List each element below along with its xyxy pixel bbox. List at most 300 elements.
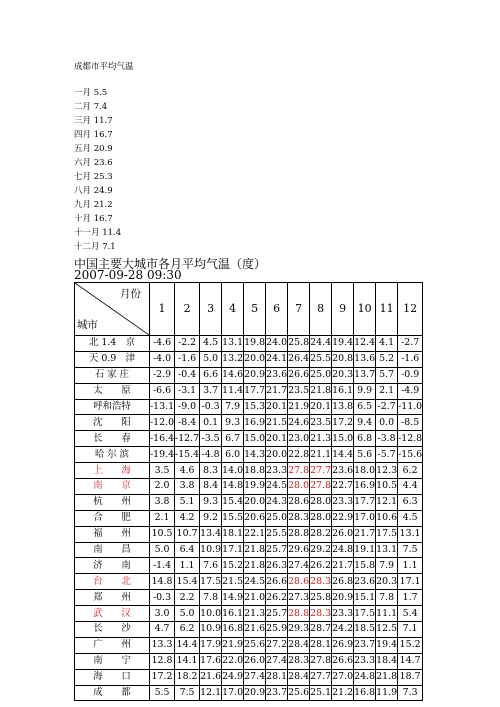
temperature-cell: 1.7 <box>398 590 423 606</box>
temperature-cell: 24.8 <box>354 669 376 685</box>
city-cell <box>75 367 150 383</box>
temperature-cell: 20.0 <box>244 351 266 367</box>
temperature-cell: 21.7 <box>332 558 354 574</box>
temperature-cell: 28.4 <box>288 669 310 685</box>
table-row <box>75 367 423 383</box>
temperature-cell: 23.3 <box>266 463 288 479</box>
temperature-cell: 6.6 <box>200 367 222 383</box>
temperature-cell: 17.9 <box>200 637 222 653</box>
temperature-cell: 13.8 <box>332 399 354 415</box>
temperature-cell: 5.5 <box>150 685 175 701</box>
temperature-cell: 17.2 <box>150 669 175 685</box>
temperature-cell: 20.1 <box>266 431 288 447</box>
temperature-cell: 8.3 <box>200 463 222 479</box>
temperature-cell: 14.0 <box>222 463 244 479</box>
temperature-cell: 5.0 <box>150 542 175 558</box>
temperature-cell: 24.5 <box>266 479 288 495</box>
temperature-cell: 21.8 <box>376 669 398 685</box>
temperature-cell: 26.8 <box>332 574 354 590</box>
table-row <box>75 415 423 431</box>
temperature-cell: 6.4 <box>175 542 200 558</box>
month-item: 六月 23.6 <box>74 158 113 168</box>
temperature-cell: 24.5 <box>244 574 266 590</box>
temperature-cell: 14.9 <box>222 590 244 606</box>
temperature-cell: 24.9 <box>222 669 244 685</box>
city-name: 福 州 <box>93 528 131 540</box>
city-name: 哈 尔 滨 <box>94 448 130 460</box>
temperature-cell: -8.5 <box>398 415 423 431</box>
temperature-cell: -3.8 <box>376 431 398 447</box>
temperature-cell: -11.0 <box>398 399 423 415</box>
temperature-cell: 12.4 <box>354 336 376 352</box>
temperature-cell: 5.6 <box>354 447 376 463</box>
temperature-cell: 23.3 <box>332 606 354 622</box>
temperature-cell: -3.1 <box>175 383 200 399</box>
temperature-cell: 21.7 <box>266 383 288 399</box>
temperature-cell: 19.9 <box>244 479 266 495</box>
city-name: 南 京 <box>93 480 131 492</box>
city-name: 广 州 <box>93 639 131 651</box>
temperature-cell: 20.8 <box>332 351 354 367</box>
table-row <box>75 431 423 447</box>
temperature-cell: 4.5 <box>398 510 423 526</box>
temperature-cell: 4.7 <box>150 622 175 638</box>
temperature-cell: 23.3 <box>354 653 376 669</box>
temperature-cell: 21.7 <box>354 526 376 542</box>
temperature-cell: 15.3 <box>244 399 266 415</box>
temperature-cell: -0.4 <box>175 367 200 383</box>
temperature-cell: 21.6 <box>244 622 266 638</box>
temperature-cell: -2.7 <box>398 336 423 352</box>
temperature-cell: 25.8 <box>310 590 332 606</box>
temperature-cell: 13.1 <box>376 542 398 558</box>
city-cell <box>75 542 150 558</box>
temperature-cell: 10.7 <box>175 526 200 542</box>
city-name: 台 北 <box>93 575 131 587</box>
temperature-cell: 28.3 <box>288 510 310 526</box>
city-name: 北 1.4 京 <box>88 337 135 349</box>
month-item: 九月 21.2 <box>74 200 113 210</box>
temperature-cell: 20.3 <box>376 574 398 590</box>
temperature-cell: 14.4 <box>332 447 354 463</box>
table-row <box>75 574 423 590</box>
temperature-cell: 23.5 <box>310 415 332 431</box>
temperature-cell: 28.0 <box>310 510 332 526</box>
temperature-cell: 22.7 <box>332 479 354 495</box>
temperature-cell: 20.1 <box>310 399 332 415</box>
temperature-cell: 24.2 <box>332 622 354 638</box>
temperature-cell: 27.7 <box>310 669 332 685</box>
temperature-cell: 16.1 <box>332 383 354 399</box>
temperature-cell: -5.7 <box>376 447 398 463</box>
temperature-cell: 4.6 <box>175 463 200 479</box>
temperature-cell: 7.3 <box>398 685 423 701</box>
temperature-cell: 26.0 <box>244 653 266 669</box>
temperature-cell: 2.1 <box>376 383 398 399</box>
temperature-cell: 13.1 <box>222 336 244 352</box>
temperature-cell: 12.8 <box>150 653 175 669</box>
temperature-cell: 19.8 <box>244 336 266 352</box>
table-row <box>75 479 423 495</box>
table-row <box>75 383 423 399</box>
temperature-cell: 3.7 <box>200 383 222 399</box>
temperature-cell: 21.8 <box>244 558 266 574</box>
city-name: 杭 州 <box>93 496 131 508</box>
temperature-cell: 13.7 <box>354 367 376 383</box>
temperature-cell: 20.3 <box>332 367 354 383</box>
temperature-cell: 25.7 <box>266 606 288 622</box>
city-name: 长 春 <box>93 432 131 444</box>
temperature-cell: 13.2 <box>222 351 244 367</box>
temperature-cell: 18.7 <box>398 669 423 685</box>
temperature-cell: 28.3 <box>288 653 310 669</box>
header-month-cell: 10 <box>354 283 376 336</box>
temperature-cell: 18.5 <box>354 622 376 638</box>
temperature-cell: 7.8 <box>200 590 222 606</box>
temperature-cell: -15.4 <box>175 447 200 463</box>
month-item: 十一月 11.4 <box>74 228 122 238</box>
temperature-cell: 0.1 <box>200 415 222 431</box>
table-row <box>75 653 423 669</box>
city-name: 济 南 <box>93 559 131 571</box>
temperature-cell: 25.0 <box>266 510 288 526</box>
temperature-cell: 24.6 <box>288 415 310 431</box>
temperature-cell: 21.9 <box>288 399 310 415</box>
city-name: 上 海 <box>93 464 131 476</box>
temperature-cell: -15.6 <box>398 447 423 463</box>
temperature-cell: 17.6 <box>200 653 222 669</box>
temperature-cell: 9.4 <box>354 415 376 431</box>
temperature-cell: 5.4 <box>398 606 423 622</box>
temperature-cell: 10.5 <box>150 526 175 542</box>
temperature-cell: 17.2 <box>332 415 354 431</box>
city-cell <box>75 637 150 653</box>
temperature-cell: 14.8 <box>150 574 175 590</box>
temperature-cell: -1.6 <box>175 351 200 367</box>
city-name: 太 原 <box>93 385 131 397</box>
table-row <box>75 590 423 606</box>
city-cell <box>75 653 150 669</box>
temperature-cell: 21.3 <box>310 431 332 447</box>
city-cell <box>75 336 150 352</box>
month-item: 一月 5.5 <box>74 88 108 98</box>
temperature-cell: 21.3 <box>244 606 266 622</box>
temperature-cell: 7.8 <box>376 590 398 606</box>
temperature-cell: 15.1 <box>354 590 376 606</box>
temperature-cell: -12.0 <box>150 415 175 431</box>
temperature-cell: 28.7 <box>310 622 332 638</box>
header-month-cell: 2 <box>175 283 200 336</box>
temperature-cell: 25.1 <box>310 685 332 701</box>
temperature-cell: 26.4 <box>288 351 310 367</box>
temperature-cell: 7.5 <box>398 542 423 558</box>
temperature-cell: 21.9 <box>222 637 244 653</box>
table-row <box>75 494 423 510</box>
corner-month-label: 月份 <box>120 288 141 300</box>
temperature-cell: 17.7 <box>354 494 376 510</box>
temperature-cell: 22.8 <box>288 447 310 463</box>
temperature-cell: 21.5 <box>266 415 288 431</box>
temperature-cell: -3.5 <box>200 431 222 447</box>
temperature-cell: 19.4 <box>376 637 398 653</box>
temperature-cell: 21.2 <box>332 685 354 701</box>
temperature-cell: 7.1 <box>398 622 423 638</box>
temperature-cell: 13.6 <box>354 351 376 367</box>
temperature-cell: 5.7 <box>376 367 398 383</box>
month-item: 三月 11.7 <box>74 116 113 126</box>
table-row <box>75 685 423 701</box>
temperature-cell: 20.9 <box>244 367 266 383</box>
temperature-cell: 10.9 <box>200 622 222 638</box>
temperature-cell: 26.3 <box>266 558 288 574</box>
temperature-cell: 15.5 <box>222 510 244 526</box>
city-cell <box>75 463 150 479</box>
temperature-cell: 12.1 <box>376 494 398 510</box>
temperature-cell: 28.3 <box>310 574 332 590</box>
city-name: 海 口 <box>93 671 131 683</box>
header-month-cell: 12 <box>398 283 423 336</box>
temperature-cell: 17.5 <box>200 574 222 590</box>
temperature-cell: 5.2 <box>376 351 398 367</box>
temperature-cell: 27.0 <box>332 669 354 685</box>
temperature-cell: 21.0 <box>244 590 266 606</box>
temperature-cell: 27.8 <box>288 463 310 479</box>
city-name: 郑 州 <box>93 591 131 603</box>
month-item: 七月 25.3 <box>74 172 113 182</box>
temperature-cell: 25.0 <box>310 367 332 383</box>
temperature-cell: 4.5 <box>200 336 222 352</box>
city-cell <box>75 526 150 542</box>
month-item: 五月 20.9 <box>74 144 113 154</box>
temperature-cell: 17.1 <box>398 574 423 590</box>
temperature-cell: 22.9 <box>332 510 354 526</box>
temperature-cell: 10.0 <box>200 606 222 622</box>
table-row <box>75 622 423 638</box>
temperature-cell: 7.5 <box>175 685 200 701</box>
temperature-cell: -13.1 <box>150 399 175 415</box>
temperature-cell: 19.4 <box>332 336 354 352</box>
temperature-cell: 25.5 <box>266 526 288 542</box>
temperature-cell: 8.4 <box>200 479 222 495</box>
temperature-cell: 14.4 <box>175 637 200 653</box>
table-row <box>75 542 423 558</box>
temperature-cell: 16.8 <box>222 622 244 638</box>
temperature-cell: 21.8 <box>244 542 266 558</box>
city-cell <box>75 669 150 685</box>
temperature-cell: -19.4 <box>150 447 175 463</box>
city-name: 长 沙 <box>93 623 131 635</box>
temperature-cell: 21.8 <box>310 383 332 399</box>
corner-cell <box>75 283 150 336</box>
temperature-cell: 22.0 <box>222 653 244 669</box>
header-month-cell: 9 <box>332 283 354 336</box>
temperature-cell: 23.3 <box>332 494 354 510</box>
table-row <box>75 447 423 463</box>
header-month-cell: 5 <box>244 283 266 336</box>
temperature-cell: 12.1 <box>200 685 222 701</box>
city-name: 武 汉 <box>93 607 131 619</box>
temperature-cell: 14.8 <box>222 479 244 495</box>
temperature-cell: 18.1 <box>222 526 244 542</box>
table-row <box>75 510 423 526</box>
temperature-cell: 7.6 <box>200 558 222 574</box>
temperature-cell: 28.6 <box>288 574 310 590</box>
temperature-cell: 25.7 <box>266 542 288 558</box>
temperature-cell: 9.2 <box>200 510 222 526</box>
temperature-cell: -0.3 <box>200 399 222 415</box>
temperature-cell: 20.9 <box>332 590 354 606</box>
temperature-cell: -4.0 <box>150 351 175 367</box>
temperature-cell: 0.0 <box>376 415 398 431</box>
temperature-cell: 5.1 <box>175 494 200 510</box>
temperature-cell: 14.3 <box>244 447 266 463</box>
temperature-cell: 18.4 <box>376 653 398 669</box>
temperature-cell: 6.7 <box>222 431 244 447</box>
temperature-cell: 25.5 <box>310 351 332 367</box>
header-month-cell: 3 <box>200 283 222 336</box>
temperature-cell: -12.7 <box>175 431 200 447</box>
temperature-cell: 7.9 <box>222 399 244 415</box>
temperature-cell: 16.9 <box>354 479 376 495</box>
temperature-cell: 28.1 <box>310 637 332 653</box>
temperature-cell: -0.9 <box>398 367 423 383</box>
month-item: 十二月 7.1 <box>74 242 116 252</box>
temperature-cell: 11.1 <box>376 606 398 622</box>
temperature-cell: 18.0 <box>354 463 376 479</box>
temperature-cell: -9.0 <box>175 399 200 415</box>
temperature-cell: 13.4 <box>200 526 222 542</box>
temperature-cell: 15.2 <box>398 637 423 653</box>
temperature-cell: 12.5 <box>376 622 398 638</box>
temperature-cell: 26.6 <box>266 574 288 590</box>
city-name: 成 都 <box>93 687 131 699</box>
header-month-cell: 1 <box>150 283 175 336</box>
temperature-cell: 14.7 <box>398 653 423 669</box>
month-list <box>74 86 134 254</box>
temperature-cell: 12.3 <box>376 463 398 479</box>
temperature-cell: 28.2 <box>310 526 332 542</box>
summary-block <box>74 60 134 254</box>
temperature-cell: 24.8 <box>332 542 354 558</box>
temperature-cell: 24.4 <box>310 336 332 352</box>
city-cell <box>75 431 150 447</box>
temperature-cell: 29.2 <box>310 542 332 558</box>
temperature-cell: 27.4 <box>244 669 266 685</box>
temperature-cell: 16.8 <box>354 685 376 701</box>
month-item: 二月 7.4 <box>74 102 108 112</box>
temperature-cell: 25.6 <box>288 685 310 701</box>
city-cell <box>75 574 150 590</box>
temperature-cell: 1.1 <box>175 558 200 574</box>
temperature-cell: 28.4 <box>288 637 310 653</box>
corner-city-label: 城市 <box>77 319 98 331</box>
city-name: 沈 阳 <box>93 416 131 428</box>
header-month-cell: 4 <box>222 283 244 336</box>
temperature-cell: 3.8 <box>150 494 175 510</box>
temperature-cell: -2.7 <box>376 399 398 415</box>
temperature-cell: 4.4 <box>398 479 423 495</box>
month-item: 八月 24.9 <box>74 186 113 196</box>
temperature-cell: 24.3 <box>266 494 288 510</box>
header-month-cell: 8 <box>310 283 332 336</box>
table-row <box>75 669 423 685</box>
header-month-cell: 11 <box>376 283 398 336</box>
temperature-cell: 17.7 <box>244 383 266 399</box>
temperature-cell: 17.0 <box>354 510 376 526</box>
timestamp: 2007-09-28 09:30 <box>74 268 182 282</box>
temperature-cell: 29.3 <box>288 622 310 638</box>
temperature-cell: 2.0 <box>150 479 175 495</box>
city-cell <box>75 351 150 367</box>
temperature-cell: 14.1 <box>175 653 200 669</box>
temperature-cell: -6.6 <box>150 383 175 399</box>
temperature-cell: 26.0 <box>332 526 354 542</box>
temperature-cell: 17.5 <box>354 606 376 622</box>
table-row <box>75 463 423 479</box>
table-row <box>75 526 423 542</box>
temperature-cell: 27.3 <box>288 590 310 606</box>
temperature-cell: 15.0 <box>332 431 354 447</box>
temperature-cell: 24.1 <box>266 351 288 367</box>
temperature-cell: 16.9 <box>244 415 266 431</box>
temperature-cell: 6.0 <box>222 447 244 463</box>
temperature-cell: 28.3 <box>310 606 332 622</box>
temperature-cell: 15.0 <box>244 431 266 447</box>
temperature-cell: 25.9 <box>266 622 288 638</box>
temperature-cell: 10.9 <box>200 542 222 558</box>
temperature-cell: 28.8 <box>288 606 310 622</box>
temperature-cell: 27.8 <box>310 653 332 669</box>
temperature-cell: 3.0 <box>150 606 175 622</box>
temperature-cell: 23.6 <box>354 574 376 590</box>
temperature-cell: 9.3 <box>222 415 244 431</box>
temperature-cell: 7.9 <box>376 558 398 574</box>
temperature-cell: 16.1 <box>222 606 244 622</box>
temperature-cell: -0.3 <box>150 590 175 606</box>
temperature-cell: 10.5 <box>376 479 398 495</box>
temperature-cell: 23.6 <box>266 367 288 383</box>
city-cell <box>75 590 150 606</box>
temperature-cell: -1.6 <box>398 351 423 367</box>
city-cell <box>75 606 150 622</box>
city-cell <box>75 479 150 495</box>
temperature-table <box>74 282 423 701</box>
temperature-cell: -4.8 <box>200 447 222 463</box>
month-item: 十月 16.7 <box>74 214 113 224</box>
temperature-cell: 11.9 <box>376 685 398 701</box>
temperature-cell: 29.6 <box>288 542 310 558</box>
temperature-cell: 26.2 <box>266 590 288 606</box>
temperature-cell: 2.1 <box>150 510 175 526</box>
temperature-cell: 24.0 <box>266 336 288 352</box>
temperature-cell: 26.6 <box>288 367 310 383</box>
temperature-cell: 1.1 <box>398 558 423 574</box>
temperature-cell: 27.4 <box>266 653 288 669</box>
temperature-cell: 6.2 <box>175 622 200 638</box>
temperature-cell: 18.8 <box>244 463 266 479</box>
temperature-cell: 9.3 <box>200 494 222 510</box>
temperature-cell: 6.5 <box>354 399 376 415</box>
temperature-cell: 28.0 <box>310 494 332 510</box>
temperature-cell: 18.2 <box>175 669 200 685</box>
temperature-cell: 23.7 <box>266 685 288 701</box>
temperature-cell: 20.9 <box>244 685 266 701</box>
temperature-cell: 4.2 <box>175 510 200 526</box>
header-row <box>75 283 423 336</box>
city-name: 南 昌 <box>93 544 131 556</box>
temperature-cell: 2.2 <box>175 590 200 606</box>
temperature-cell: -1.4 <box>150 558 175 574</box>
